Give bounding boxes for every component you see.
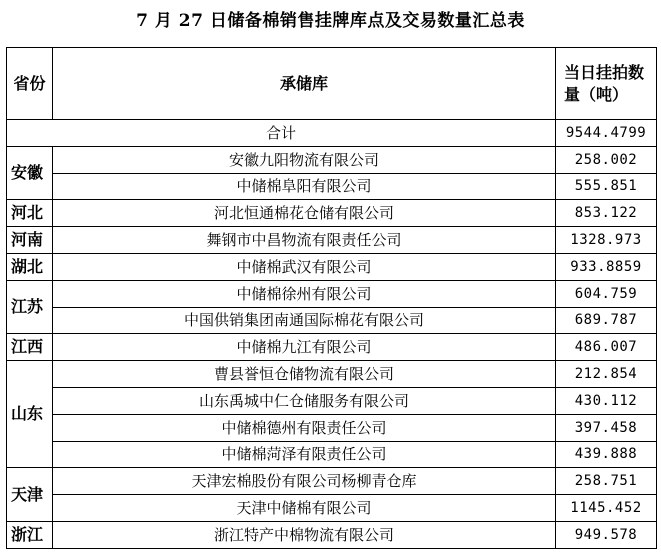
province-cell: 湖北 (7, 253, 53, 280)
header-quantity: 当日挂拍数量（吨） (556, 48, 657, 120)
quantity-cell: 689.787 (556, 307, 657, 334)
province-cell: 山东 (7, 361, 53, 468)
table-row (7, 307, 657, 334)
table-row (7, 387, 657, 414)
header-warehouse: 承储库 (53, 48, 556, 120)
warehouse-cell: 中储棉徐州有限公司 (53, 280, 556, 307)
quantity-cell: 258.751 (556, 468, 657, 495)
page-title: 7 月 27 日储备棉销售挂牌库点及交易数量汇总表 (136, 11, 525, 31)
total-row (7, 120, 657, 147)
quantity-cell: 486.007 (556, 334, 657, 361)
table-row (7, 468, 657, 495)
table-row (7, 361, 657, 388)
warehouse-cell: 天津宏棉股份有限公司杨柳青仓库 (53, 468, 556, 495)
total-label: 合计 (7, 120, 556, 147)
warehouse-cell: 曹县誉恒仓储物流有限公司 (53, 361, 556, 388)
quantity-cell: 853.122 (556, 200, 657, 227)
warehouse-cell: 舞钢市中昌物流有限责任公司 (53, 227, 556, 254)
province-cell: 江西 (7, 334, 53, 361)
warehouse-cell: 河北恒通棉花仓储有限公司 (53, 200, 556, 227)
quantity-cell: 604.759 (556, 280, 657, 307)
quantity-cell: 397.458 (556, 414, 657, 441)
table-row (7, 414, 657, 441)
header-province: 省份 (7, 48, 53, 120)
warehouse-cell: 天津中储棉有限公司 (53, 495, 556, 522)
table-row (7, 280, 657, 307)
quantity-cell: 430.112 (556, 387, 657, 414)
province-cell: 河南 (7, 227, 53, 254)
warehouse-cell: 中储棉阜阳有限公司 (53, 173, 556, 200)
province-cell: 河北 (7, 200, 53, 227)
summary-table (6, 47, 657, 549)
table-row (7, 200, 657, 227)
province-cell: 浙江 (7, 521, 53, 548)
warehouse-cell: 山东禹城中仁仓储服务有限公司 (53, 387, 556, 414)
quantity-cell: 258.002 (556, 146, 657, 173)
province-cell: 天津 (7, 468, 53, 522)
table-row (7, 146, 657, 173)
province-cell: 安徽 (7, 146, 53, 200)
warehouse-cell: 中储棉武汉有限公司 (53, 253, 556, 280)
table-row (7, 227, 657, 254)
warehouse-cell: 浙江特产中棉物流有限公司 (53, 521, 556, 548)
quantity-cell: 949.578 (556, 521, 657, 548)
province-cell: 江苏 (7, 280, 53, 334)
quantity-cell: 1328.973 (556, 227, 657, 254)
table-row (7, 173, 657, 200)
warehouse-cell: 中储棉菏泽有限责任公司 (53, 441, 556, 468)
quantity-cell: 439.888 (556, 441, 657, 468)
table-row (7, 334, 657, 361)
table-body (7, 48, 657, 549)
warehouse-cell: 中国供销集团南通国际棉花有限公司 (53, 307, 556, 334)
header-row (7, 48, 657, 120)
table-row (7, 441, 657, 468)
warehouse-cell: 中储棉九江有限公司 (53, 334, 556, 361)
total-value: 9544.4799 (556, 120, 657, 147)
table-row (7, 253, 657, 280)
warehouse-cell: 中储棉德州有限责任公司 (53, 414, 556, 441)
table-row (7, 495, 657, 522)
quantity-cell: 933.8859 (556, 253, 657, 280)
table-row (7, 521, 657, 548)
quantity-cell: 555.851 (556, 173, 657, 200)
warehouse-cell: 安徽九阳物流有限公司 (53, 146, 556, 173)
quantity-cell: 212.854 (556, 361, 657, 388)
quantity-cell: 1145.452 (556, 495, 657, 522)
